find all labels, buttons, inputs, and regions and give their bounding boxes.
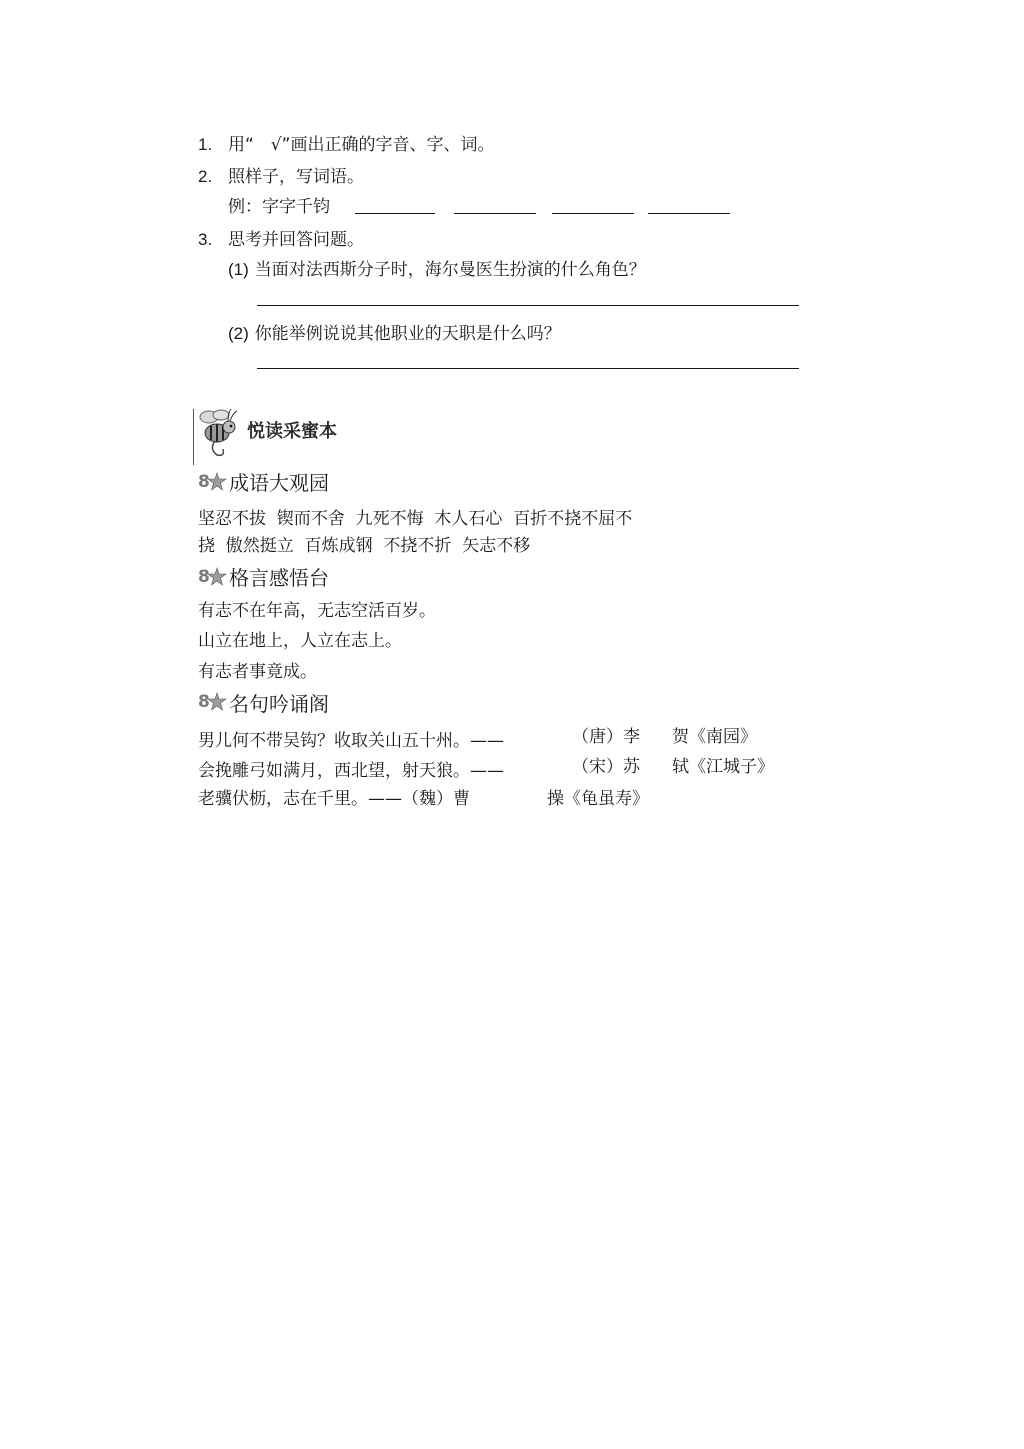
- svg-text:8: 8: [198, 472, 210, 492]
- sub-2-number: (2): [228, 324, 249, 343]
- star-icon: [198, 690, 228, 712]
- verse-line-source: 轼《江城子》: [672, 757, 774, 777]
- verse-line-text: 老骥伏枥，志在千里。——（魏）曹: [198, 789, 470, 809]
- svg-text:8: 8: [198, 692, 210, 712]
- question-1: [198, 134, 494, 156]
- verses-title: 名句吟诵阁: [229, 692, 329, 716]
- question-3-sub-2: [228, 323, 561, 345]
- svg-text:8: 8: [198, 567, 210, 587]
- verse-line-source: 贺《南园》: [672, 727, 757, 747]
- question-3-text: 思考并回答问题。: [228, 230, 364, 250]
- answer-blank-4[interactable]: [648, 213, 730, 214]
- verse-line-text: 男儿何不带吴钩？收取关山五十州。——: [198, 731, 504, 751]
- motto-line: 有志者事竟成。: [198, 662, 317, 682]
- question-2-number: 2.: [198, 167, 213, 186]
- answer-blank-1[interactable]: [355, 213, 435, 214]
- question-3-sub-1: [228, 259, 646, 281]
- answer-line-1[interactable]: [257, 305, 799, 306]
- verse-line-dynasty: （唐）李: [572, 727, 640, 747]
- star-icon: [198, 470, 228, 492]
- answer-blank-3[interactable]: [552, 213, 634, 214]
- star-icon: [198, 565, 228, 587]
- verse-line-dynasty: （宋）苏: [572, 757, 640, 777]
- question-2: [198, 166, 364, 188]
- verse-line-text: 会挽雕弓如满月，西北望，射天狼。——: [198, 761, 504, 781]
- question-2-example: 例：字字千钧: [228, 197, 330, 217]
- question-3-number: 3.: [198, 230, 213, 249]
- idioms-line-1: 坚忍不拔 锲而不舍 九死不悔 木人石心 百折不挠不屈不: [198, 509, 633, 529]
- banner-title: 悦读采蜜本: [247, 421, 337, 442]
- banner-rule: [193, 409, 194, 465]
- question-3: [198, 229, 364, 251]
- motto-line: 山立在地上，人立在志上。: [198, 631, 402, 651]
- motto-line: 有志不在年高，无志空活百岁。: [198, 601, 436, 621]
- question-1-text: 用“ √”画出正确的字音、字、词。: [228, 135, 495, 155]
- answer-blank-2[interactable]: [454, 213, 536, 214]
- bee-icon: [195, 403, 243, 459]
- sub-1-text: 当面对法西斯分子时，海尔曼医生扮演的什么角色？: [254, 260, 646, 280]
- verse-line-source: 操《龟虽寿》: [547, 789, 649, 809]
- answer-line-2[interactable]: [257, 368, 799, 369]
- question-1-number: 1.: [198, 135, 213, 154]
- idioms-line-2: 挠 傲然挺立 百炼成钢 不挠不折 矢志不移: [198, 536, 531, 556]
- sub-1-number: (1): [228, 260, 249, 279]
- question-2-text: 照样子，写词语。: [228, 167, 364, 187]
- mottos-title: 格言感悟台: [229, 566, 329, 590]
- sub-2-text: 你能举例说说其他职业的天职是什么吗？: [254, 324, 561, 344]
- idioms-title: 成语大观园: [229, 471, 329, 495]
